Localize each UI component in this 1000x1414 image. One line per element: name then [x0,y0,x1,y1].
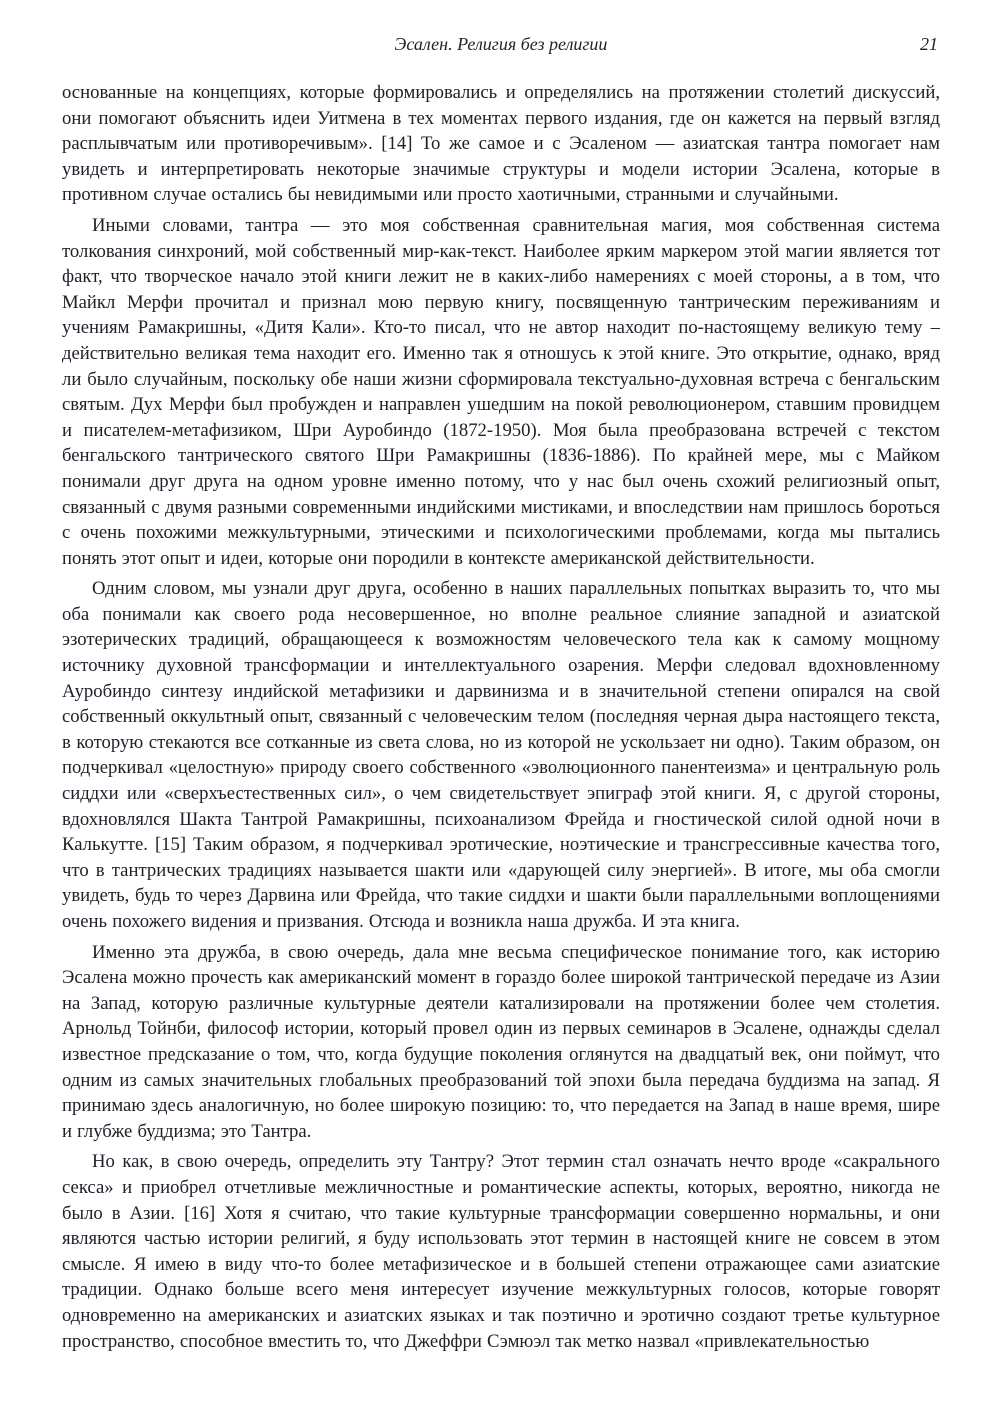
paragraph: Одним словом, мы узнали друг друга, особенно в наших параллельных попытках выразить то, что мы оба понимали как своего рода несовершенное, но вполне реальное слияние западной и азиатской эзотерических традиций, обращающееся к возможностям человеческого тела как к самому мощному источнику духовной трансформации и интеллектуального озарения. Мерфи следовал вдохновленному Ауробиндо синтезу индийской метафизики и дарвинизма и в значительной степени опирался на свой собственный оккультный опыт, связанный с человеческим телом (последняя черная дыра настоящего текста, в которую стекаются все сотканные из света слова, но из которой не ускользает ни одно). Таким образом, он подчеркивал «целостную» природу своего собственного «эволюционного панентеизма» и центральную роль сиддхи или «сверхъестественных сил», о чем свидетельствует эпиграф этой книги. Я, с другой стороны, вдохновлялся Шакта Тантрой Рамакришны, психоанализом Фрейда и гностической силой одной ночи в Калькутте. [15] Таким образом, я подчеркивал эротические, ноэтические и трансгрессивные качества того, что в тантрических традициях называется шакти или «дарующей силу энергией». В итоге, мы оба смогли увидеть, будь то через Дарвина или Фрейда, что такие сиддхи и шакти были параллельными воплощениями очень похожего видения и призвания. Отсюда и возникла наша дружба. И эта книга. [62,578,940,932]
paragraph: основанные на концепциях, которые формировались и определялись на протяжении столетий дискуссий, они помогают объяснить идеи Уитмена в тех моментах первого издания, где он кажется на первый взгляд расплывчатым или противоречивым». [14] То же самое и с Эсаленом — азиатская тантра помогает нам увидеть и интерпретировать некоторые значимые структуры и модели истории Эсалена, которые в противном случае остались бы невидимыми или просто хаотичными, странными и случайными. [62,82,940,206]
page-body [62,80,940,1354]
page-number: 21 [920,34,938,54]
running-title: Эсален. Религия без религии [394,34,608,54]
paragraph: Именно эта дружба, в свою очередь, дала мне весьма специфическое понимание того, как историю Эсалена можно прочесть как американский момент в гораздо более широкой тантрической передаче из Азии на Запад, которую различные культурные деятели катализировали на протяжении более чем столетия. Арнольд Тойнби, философ истории, который провел один из первых семинаров в Эсалене, однажды сделал известное предсказание о том, что, когда будущие поколения оглянутся на двадцатый век, они поймут, что одним из самых значительных глобальных преобразований той эпохи была передача буддизма на запад. Я принимаю здесь аналогичную, но более широкую позицию: то, что передается на Запад в наше время, шире и глубже буддизма; это Тантра. [62,941,940,1142]
paragraph: Но как, в свою очередь, определить эту Тантру? Этот термин стал означать нечто вроде «сакрального секса» и приобрел отчетливые межличностные и романтические аспекты, которых, вероятно, никогда не было в Азии. [16] Хотя я считаю, что такие культурные трансформации совершенно нормальны, и они являются частью истории религий, я буду использовать этот термин в настоящей книге не совсем в этом смысле. Я имею в виду что-то более метафизическое и в большей степени отражающее сами азиатские традиции. Однако больше всего меня интересует изучение межкультурных голосов, которые говорят одновременно на американских и азиатских языках и так поэтично и эротично создают третье культурное пространство, способное вместить то, что Джеффри Сэмюэл так метко назвал «привлекательностью [62,1151,940,1352]
paragraph: Иными словами, тантра — это моя собственная сравнительная магия, моя собственная система толкования синхроний, мой собственный мир-как-текст. Наиболее ярким маркером этой магии является тот факт, что творческое начало этой книги лежит не в каких-либо намерениях с моей стороны, а в том, что Майкл Мерфи прочитал и признал мою первую книгу, посвященную тантрическим переживаниям и учениям Рамакришны, «Дитя Кали». Кто-то писал, что не автор находит по-настоящему великую тему – действительно великая тема находит его. Именно так я отношусь к этой книге. Это открытие, однако, вряд ли было случайным, поскольку обе наши жизни сформировала текстуально-духовная встреча с бенгальским святым. Дух Мерфи был пробужден и направлен ушедшим на покой революционером, ставшим провидцем и писателем-метафизиком, Шри Ауробиндо (1872-1950). Моя была преобразована встречей с текстом бенгальского тантрического святого Шри Рамакришны (1836-1886). По крайней мере, мы с Майком понимали друг друга на одном уровне именно потому, что у нас был очень схожий религиозный опыт, связанный с двумя разными современными индийскими мистиками, и впоследствии нам пришлось бороться с очень похожими межкультурными, этическими и психологическими проблемами, когда мы пытались понять этот опыт и идеи, которые они породили в контексте американской действительности. [62,214,940,569]
page-header [62,34,940,60]
